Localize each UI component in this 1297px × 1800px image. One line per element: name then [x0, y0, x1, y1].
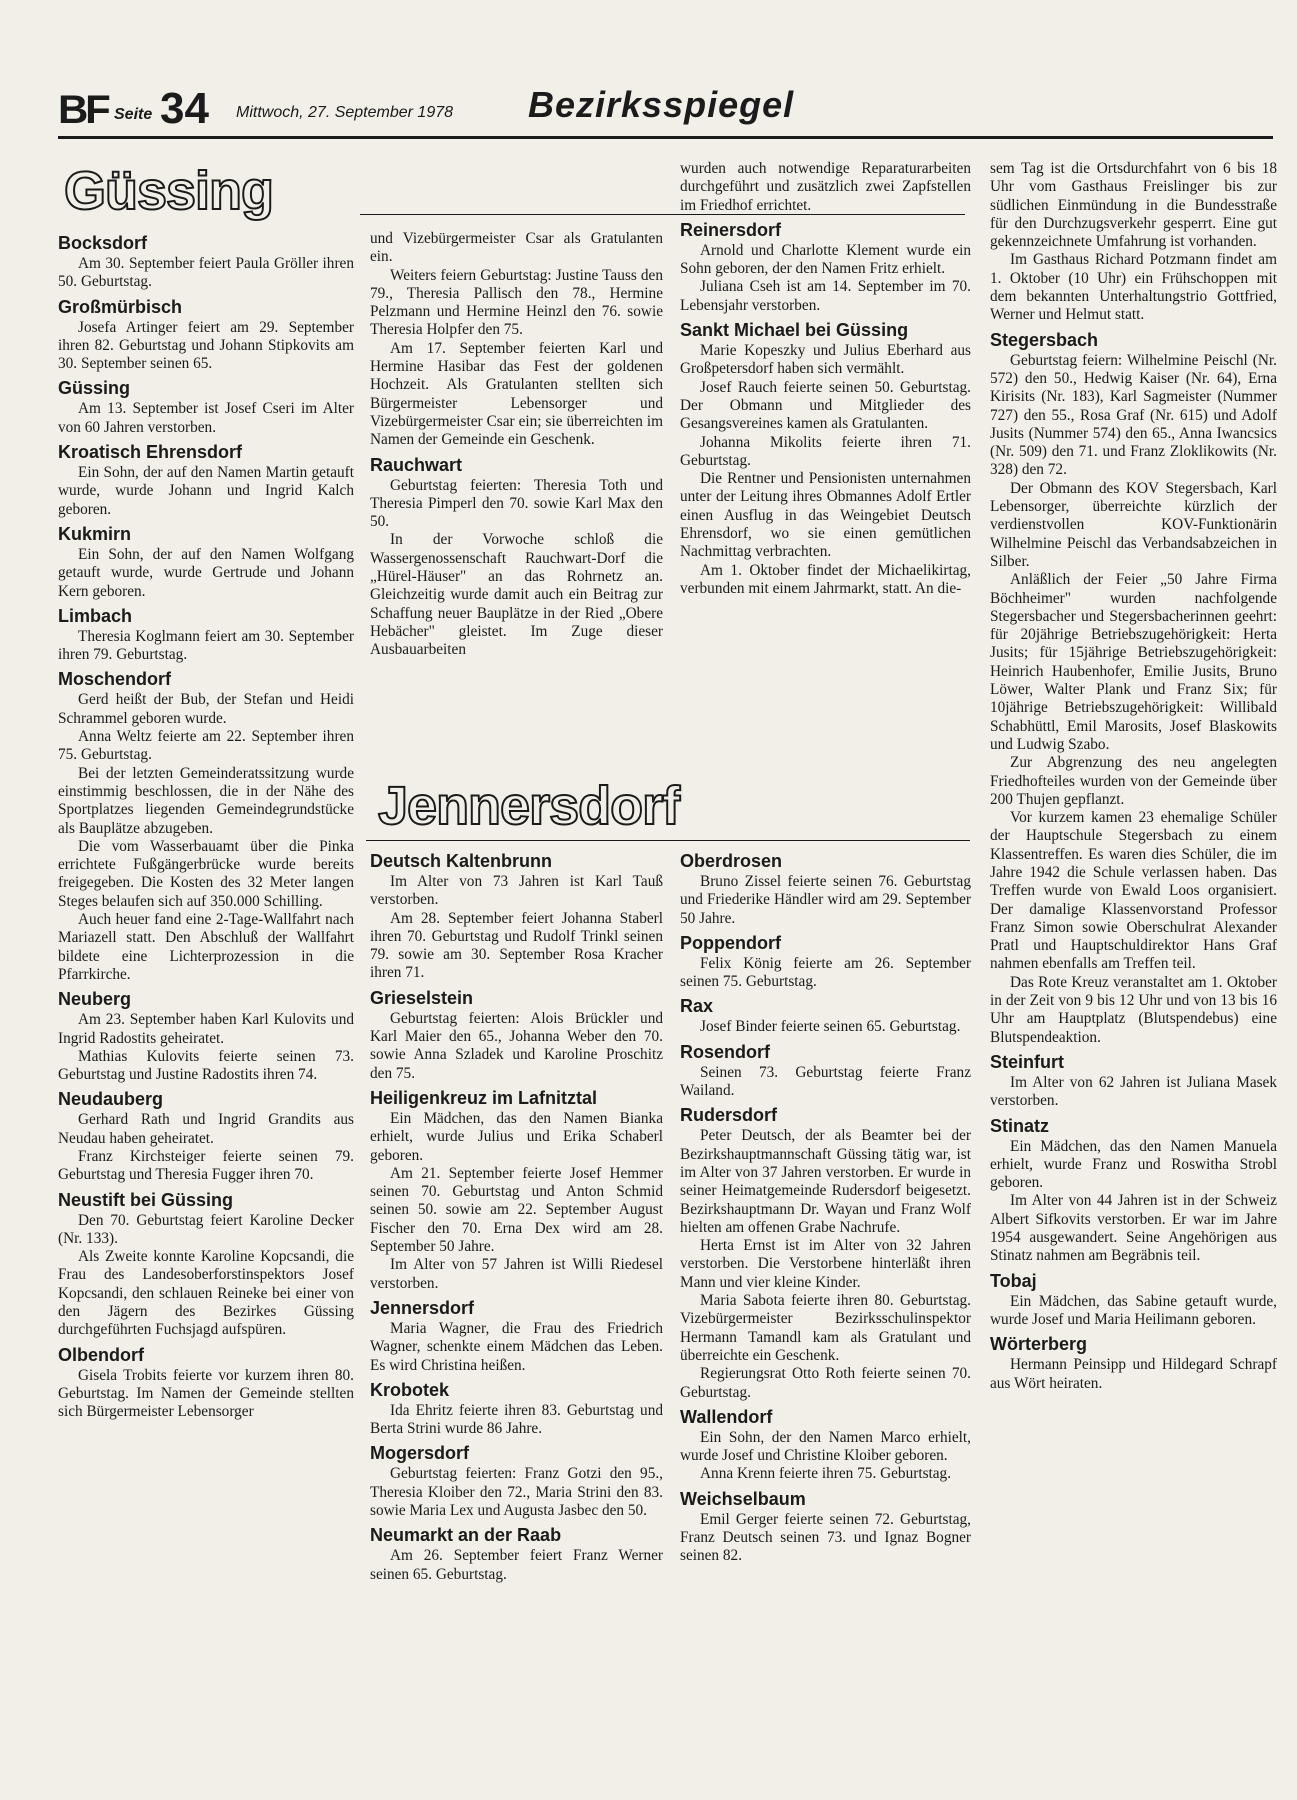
place-heading: Limbach — [58, 605, 133, 626]
news-paragraph: Bei der letzten Gemeinderatssitzung wurde einstimmig beschlossen, die in der Nähe des Sportplatzes liegenden Gemeindegrundstücke als Bauplätze abzugeben. — [58, 764, 354, 837]
news-paragraph: Die Rentner und Pensionisten unternahmen unter der Leitung ihres Obmannes Adolf Ertler einen Ausflug in das Weingebiet Deutsch Ehrensdorf, wo sie einen gemütlichen Nachmittag verbrachten. — [680, 470, 971, 561]
news-paragraph: wurden auch notwendige Reparaturarbeiten durchgeführt und zusätzlich zwei Zapfstellen im Friedhof errichtet. — [680, 160, 971, 214]
news-paragraph: Weiters feiern Geburtstag: Justine Tauss den 79., Theresia Pallisch den 78., Hermine Pelzmann und Hermine Heinzl den 76. sowie Theresia Holpfer den 75. — [370, 266, 663, 339]
place-heading: Stegersbach — [990, 329, 1099, 350]
news-paragraph: Ein Mädchen, das den Namen Bianka erhielt, wurde Julius und Erika Schaberl geboren. — [370, 1109, 663, 1164]
news-paragraph: sem Tag ist die Ortsdurchfahrt von 6 bis 18 Uhr vom Gasthaus Freislinger bis zur südlichen Einmündung in die Bundesstraße für den Durchzugsverkehr gesperrt. Eine gut gekennzeichnete Umfahrung ist vorhanden. — [990, 160, 1277, 251]
news-paragraph: Arnold und Charlotte Klement wurde ein Sohn geboren, der den Namen Fritz erhielt. — [680, 241, 971, 278]
place-heading: Sankt Michael bei Güssing — [680, 320, 909, 341]
news-paragraph: Im Alter von 44 Jahren ist in der Schweiz Albert Sifkovits verstorben. Er war im Jahre 1954 ausgewandert. Seine Angehörigen aus Stinatz nahmen am Begräbnis teil. — [990, 1192, 1277, 1265]
place-heading: Neudauberg — [58, 1089, 164, 1110]
news-paragraph: Josef Rauch feierte seinen 50. Geburtstag. Der Obmann und Mitglieder des Gesangsvereines kamen als Gratulanten. — [680, 378, 971, 433]
place-heading: Stinatz — [990, 1115, 1050, 1136]
news-paragraph: Theresia Koglmann feiert am 30. September ihren 79. Geburtstag. — [58, 627, 354, 664]
news-paragraph: Anna Krenn feierte ihren 75. Geburtstag. — [700, 1465, 952, 1483]
news-paragraph: Josefa Artinger feiert am 29. September ihren 82. Geburtstag und Johann Stipkovits am 30. September seinen 65. — [58, 318, 354, 373]
column-2 — [370, 230, 663, 660]
masthead-rule — [58, 136, 1273, 139]
news-paragraph: Juliana Cseh ist am 14. September im 70. Lebensjahr verstorben. — [680, 278, 971, 314]
news-paragraph: Ein Sohn, der den Namen Marco erhielt, wurde Josef und Christine Kloiber geboren. — [680, 1428, 971, 1465]
place-heading: Rauchwart — [370, 454, 463, 475]
news-paragraph: Marie Kopeszky und Julius Eberhard aus Großpetersdorf haben sich vermählt. — [680, 342, 971, 378]
news-paragraph: Regierungsrat Otto Roth feierte seinen 70. Geburtstag. — [680, 1365, 971, 1401]
issue-date: Mittwoch, 27. September 1978 — [236, 104, 454, 121]
place-heading: Rudersdorf — [680, 1105, 778, 1126]
place-heading: Mogersdorf — [370, 1443, 469, 1464]
news-paragraph: Seinen 73. Geburtstag feierte Franz Wailand. — [680, 1063, 971, 1100]
column-jennersdorf-1 — [370, 850, 663, 1584]
place-heading: Tobaj — [990, 1270, 1037, 1291]
place-heading: Rosendorf — [680, 1041, 770, 1062]
news-paragraph: Ein Mädchen, das Sabine getauft wurde, wurde Josef und Maria Heilimann geboren. — [990, 1292, 1277, 1328]
news-paragraph: Das Rote Kreuz veranstaltet am 1. Oktober in der Zeit von 9 bis 12 Uhr und von 13 bis 16 Uhr am Hauptplatz (Blutspendebus) eine Blutspendeaktion. — [990, 973, 1277, 1046]
news-paragraph: Geburtstag feiern: Wilhelmine Peischl (Nr. 572) den 50., Hedwig Kaiser (Nr. 64), Erna Kirisits (Nr. 183), Karl Sagmeister (Nummer 727) den 55., Rosa Graf (Nr. 615) und Adolf Jusits (Nummer 574) den 65., Anna Iwancsics (Nr. 509) den 71. und Franz Zloklikowits (Nr. 328) den 72. — [990, 351, 1277, 479]
place-heading: Deutsch Kaltenbrunn — [370, 851, 553, 871]
news-paragraph: Als Zweite konnte Karoline Kopcsandi, die Frau des Landesoberforstinspektors Josef Kopcsandi, den schlauen Reineke bei einer von den Jägern des Bezirkes Güssing durchgeführten Fuchsjagd aufspüren. — [58, 1248, 354, 1339]
news-paragraph: Maria Sabota feierte ihren 80. Geburtstag. Vizebürgermeister Bezirksschulinspektor Hermann Tamandl kam als Gratulant und überreichte ein Geschenk. — [680, 1292, 971, 1364]
place-heading: Jennersdorf — [370, 1297, 475, 1318]
place-heading: Krobotek — [370, 1379, 450, 1400]
news-paragraph: Mathias Kulovits feierte seinen 73. Geburtstag und Justine Radostits ihren 74. — [58, 1047, 354, 1084]
masthead — [58, 84, 1278, 138]
place-heading: Kukmirn — [58, 523, 132, 544]
news-paragraph: Im Gasthaus Richard Potzmann findet am 1. Oktober (10 Uhr) ein Frühschoppen mit dem bekannten Unterhaltungstrio Gottfried, Werner und Helmut statt. — [990, 251, 1277, 324]
news-paragraph: Im Alter von 57 Jahren ist Willi Riedesel verstorben. — [370, 1256, 663, 1292]
news-paragraph: Zur Abgrenzung des neu angelegten Friedhofteiles wurden von der Gemeinde über 200 Thujen gepflanzt. — [990, 754, 1277, 808]
news-paragraph: Anläßlich der Feier „50 Jahre Firma Böchheimer" wurden nachfolgende Stegersbacher und Stegersbacherinnen geehrt: für 20jährige Betriebszugehörigkeit: Herta Jusits; für 15jährige Betriebszugehörigkeit: Heinrich Haubenhofer, Emilie Jusits, Bruno Löwer, Walter Plank und Franz Six; für 10jährige Betriebszugehörigkeit: Willibald Schabhüttl, Emil Marosits, Josef Blaskowits und Ludwig Szabo. — [990, 571, 1277, 753]
news-paragraph: Gerd heißt der Bub, der Stefan und Heidi Schrammel geboren wurde. — [58, 691, 354, 727]
news-paragraph: Hermann Peinsipp und Hildegard Schrapf aus Wört heiraten. — [990, 1356, 1277, 1392]
news-paragraph: Vor kurzem kamen 23 ehemalige Schüler der Hauptschule Stegersbach zu einem Klassentreffen. Es waren dies Schüler, die im Jahre 1942 die Schule verlassen haben. Das Treffen wurde von Ewald Loos organisiert. Der damalige Klassenvorstand Professor Franz Simon sowie Oberschulrat Alexander Pratl und Hauptschuldirektor Hans Graf nahmen ebenfalls am Treffen teil. — [990, 809, 1277, 973]
place-heading: Poppendorf — [680, 932, 781, 953]
news-paragraph: Im Alter von 73 Jahren ist Karl Tauß verstorben. — [370, 873, 663, 909]
place-heading: Wallendorf — [680, 1406, 773, 1427]
news-paragraph: Johanna Mikolits feierte ihren 71. Geburtstag. — [680, 433, 971, 469]
column-3 — [680, 160, 971, 598]
news-paragraph: Ein Mädchen, das den Namen Manuela erhielt, wurde Franz und Roswitha Strobl geboren. — [990, 1137, 1277, 1192]
place-heading: Weichselbaum — [680, 1488, 806, 1509]
news-paragraph: Die vom Wasserbauamt über die Pinka errichtete Fußgängerbrücke wurde bereits freigegeben. Die Kosten des 32 Meter langen Steges belaufen sich auf 350.000 Schilling. — [58, 837, 354, 910]
news-paragraph: Gisela Trobits feierte vor kurzem ihren 80. Geburtstag. Im Namen der Gemeinde stellten sich Bürgermeister Lebensorger — [58, 1366, 354, 1421]
news-paragraph: Josef Binder feierte seinen 65. Geburtstag. — [700, 1018, 961, 1036]
place-heading: Reinersdorf — [680, 219, 782, 240]
news-paragraph: Peter Deutsch, der als Beamter bei der Bezirkshauptmannschaft Güssing tätig war, ist im Alter von 37 Jahren verstorben. Er wurde in seiner Heimatgemeinde Rudersdorf beigesetzt. Bezirkshauptmann Dr. Wayan und Franz Wolf hielten am offenen Grabe Nachrufe. — [680, 1127, 971, 1236]
news-paragraph: Ein Sohn, der auf den Namen Martin getauft wurde, wurde Johann und Ingrid Kalch geboren. — [58, 464, 354, 518]
place-heading: Neuberg — [58, 989, 132, 1010]
place-heading: Wörterberg — [990, 1334, 1088, 1355]
news-paragraph: und Vizebürgermeister Csar als Gratulanten ein. — [370, 230, 663, 266]
news-paragraph: Am 30. September feiert Paula Gröller ihren 50. Geburtstag. — [58, 255, 354, 291]
place-heading: Moschendorf — [58, 669, 172, 690]
news-paragraph: Bruno Zissel feierte seinen 76. Geburtstag und Friederike Händler wird am 29. September 50 Jahre. — [680, 873, 971, 927]
column-4 — [990, 160, 1277, 1393]
news-paragraph: Am 28. September feiert Johanna Staberl ihren 70. Geburtstag und Rudolf Trinkl seinen 79. sowie am 30. September Rosa Kracher ihren 71. — [370, 909, 663, 982]
news-paragraph: Emil Gerger feierte seinen 72. Geburtstag, Franz Deutsch seinen 73. und Ignaz Bogner seinen 82. — [680, 1510, 971, 1565]
region-heading-guessing: Güssing — [64, 161, 274, 221]
place-heading: Großmürbisch — [58, 296, 183, 317]
news-paragraph: Am 26. September feiert Franz Werner seinen 65. Geburtstag. — [370, 1547, 663, 1583]
news-paragraph: Am 21. September feierte Josef Hemmer seinen 70. Geburtstag und Anton Schmid seinen 50. sowie am 22. September August Fischer den 70. Erna Dex wird am 28. September 50 Jahre. — [370, 1164, 663, 1256]
newspaper-logo: BF — [58, 88, 108, 132]
news-paragraph: Franz Kirchsteiger feierte seinen 79. Geburtstag und Theresia Fugger ihren 70. — [58, 1147, 354, 1184]
place-heading: Steinfurt — [990, 1051, 1064, 1072]
page-number: 34 — [160, 84, 209, 133]
news-paragraph: Felix König feierte am 26. September seinen 75. Geburtstag. — [680, 954, 971, 991]
news-paragraph: Am 13. September ist Josef Cseri im Alter von 60 Jahren verstorben. — [58, 400, 354, 436]
news-paragraph: Am 17. September feierten Karl und Hermine Hasibar das Fest der goldenen Hochzeit. Als Gratulanten stellten sich Bürgermeister Lebensorger und Vizebürgermeister Csar ein; sie überreichten im Namen der Gemeinde ein Geschenk. — [370, 339, 663, 449]
news-paragraph: Auch heuer fand eine 2-Tage-Wallfahrt nach Mariazell statt. Den Abschluß der Wallfahrt bildete eine Lichterprozession in die Pfarrkirche. — [58, 911, 354, 983]
news-paragraph: Geburtstag feierten: Alois Brückler und Karl Maier den 65., Johanna Weber den 70. sowie Anna Szladek und Karoline Proschitz den 75. — [370, 1009, 663, 1082]
news-paragraph: Gerhard Rath und Ingrid Grandits aus Neudau haben geheiratet. — [58, 1111, 354, 1147]
place-heading: Olbendorf — [58, 1344, 144, 1365]
news-paragraph: Anna Weltz feierte am 22. September ihren 75. Geburtstag. — [58, 728, 354, 764]
place-heading: Neumarkt an der Raab — [370, 1525, 562, 1546]
news-paragraph: Ida Ehritz feierte ihren 83. Geburtstag und Berta Strini wurde 86 Jahre. — [370, 1401, 663, 1438]
divider-jennersdorf — [366, 840, 970, 841]
news-paragraph: Im Alter von 62 Jahren ist Juliana Masek verstorben. — [990, 1073, 1277, 1110]
place-heading: Oberdrosen — [680, 851, 783, 871]
news-paragraph: Herta Ernst ist im Alter von 32 Jahren verstorben. Die Verstorbene hinterläßt ihren Mann und vier kleine Kinder. — [680, 1237, 971, 1291]
place-heading: Kroatisch Ehrensdorf — [58, 442, 243, 463]
section-title: Bezirksspiegel — [528, 84, 795, 125]
place-heading: Rax — [680, 996, 714, 1017]
place-heading: Grieselstein — [370, 987, 474, 1008]
news-paragraph: Den 70. Geburtstag feiert Karoline Decker (Nr. 133). — [58, 1211, 354, 1247]
news-paragraph: Maria Wagner, die Frau des Friedrich Wagner, schenkte einem Mädchen das Leben. Es wird Christina heißen. — [370, 1319, 663, 1374]
news-paragraph: Am 1. Oktober findet der Michaelikirtag, verbunden mit einem Jahrmarkt, statt. An die- — [680, 561, 971, 597]
news-paragraph: Ein Sohn, der auf den Namen Wolfgang getauft wurde, wurde Gertrude und Johann Kern geboren. — [58, 545, 354, 600]
news-paragraph: Geburtstag feierten: Theresia Toth und Theresia Pimperl den 70. sowie Karl Max den 50. — [370, 476, 663, 531]
page-label: Seite — [114, 106, 153, 123]
column-jennersdorf-2 — [680, 850, 971, 1566]
place-heading: Heiligenkreuz im Lafnitztal — [370, 1087, 598, 1108]
news-paragraph: In der Vorwoche schloß die Wassergenossenschaft Rauchwart-Dorf die „Hürel-Häuser" an das Rohrnetz an. Gleichzeitig wurde damit auch ein Beitrag zur Schaffung neuer Bauplätze in der Ried „Obere Hebächer" gleistet. Im Zuge dieser Ausbauarbeiten — [370, 531, 663, 659]
column-1 — [58, 232, 354, 1422]
news-paragraph: Der Obmann des KOV Stegersbach, Karl Lebensorger, überreichte kürzlich der verdienstvollen KOV-Funktionärin Wilhelmine Peischl das Verbandsabzeichen in Silber. — [990, 479, 1277, 570]
news-paragraph: Am 23. September haben Karl Kulovits und Ingrid Radostits geheiratet. — [58, 1011, 354, 1047]
place-heading: Güssing — [58, 378, 131, 399]
place-heading: Neustift bei Güssing — [58, 1189, 234, 1210]
news-paragraph: Geburtstag feierten: Franz Gotzi den 95., Theresia Kloiber den 72., Maria Strini den 83. sowie Maria Lex und Augusta Jasbec den 50. — [370, 1465, 663, 1520]
place-heading: Bocksdorf — [58, 233, 148, 253]
region-heading-jennersdorf: Jennersdorf — [378, 776, 680, 836]
